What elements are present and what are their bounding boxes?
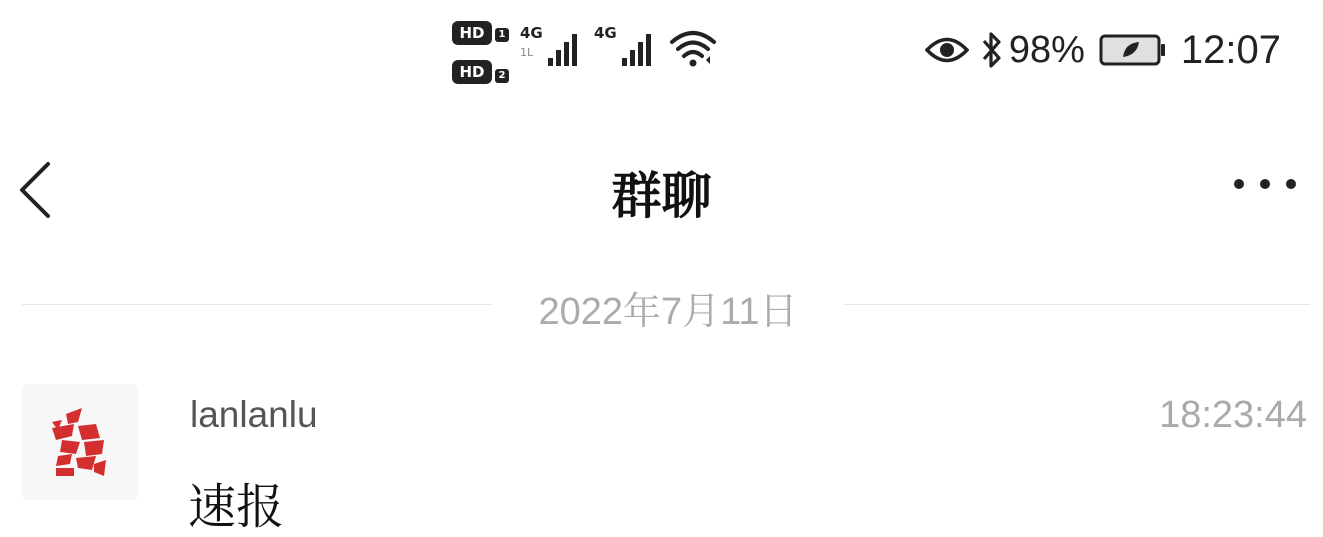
sim1-sub-label: 1L	[520, 46, 534, 59]
date-label: 2022年7月11日	[538, 291, 798, 333]
eye-icon	[925, 35, 969, 65]
hd-badge-1-number: 1	[495, 28, 509, 42]
red-logo-avatar	[22, 384, 138, 500]
nav-bar	[0, 120, 1323, 260]
clock: 12:07	[1180, 27, 1281, 72]
bluetooth-icon	[979, 30, 1005, 70]
status-bar	[0, 0, 1323, 100]
date-divider	[22, 278, 1310, 333]
avatar[interactable]	[22, 384, 138, 500]
sender-name: lanlanlu	[190, 394, 318, 435]
hd-badge-1: HD	[452, 21, 492, 45]
hd-badge-2-number: 2	[495, 69, 509, 83]
hd-badge-2: HD	[452, 60, 492, 84]
more-button[interactable]	[1225, 164, 1305, 204]
battery-percent: 98%	[1008, 28, 1085, 71]
more-horizontal-icon	[1225, 164, 1305, 204]
divider-line-left	[22, 304, 492, 305]
status-bar-right	[925, 22, 1281, 78]
sim2-signal	[594, 24, 658, 84]
message-timestamp: 18:23:44	[1159, 394, 1307, 436]
hd-indicators	[452, 18, 512, 88]
wifi-icon	[668, 28, 718, 72]
message-item[interactable]	[0, 380, 1323, 537]
divider-line-right	[844, 304, 1310, 305]
sim2-network-label: 4G	[594, 24, 617, 42]
sim1-network-label: 4G	[520, 24, 543, 42]
signal-icon	[608, 30, 656, 70]
battery-icon	[1099, 33, 1167, 67]
signal-icon	[534, 30, 582, 70]
page-title: 群聊	[611, 167, 712, 225]
sim1-signal	[520, 24, 584, 84]
message-text: 速报	[188, 479, 285, 535]
